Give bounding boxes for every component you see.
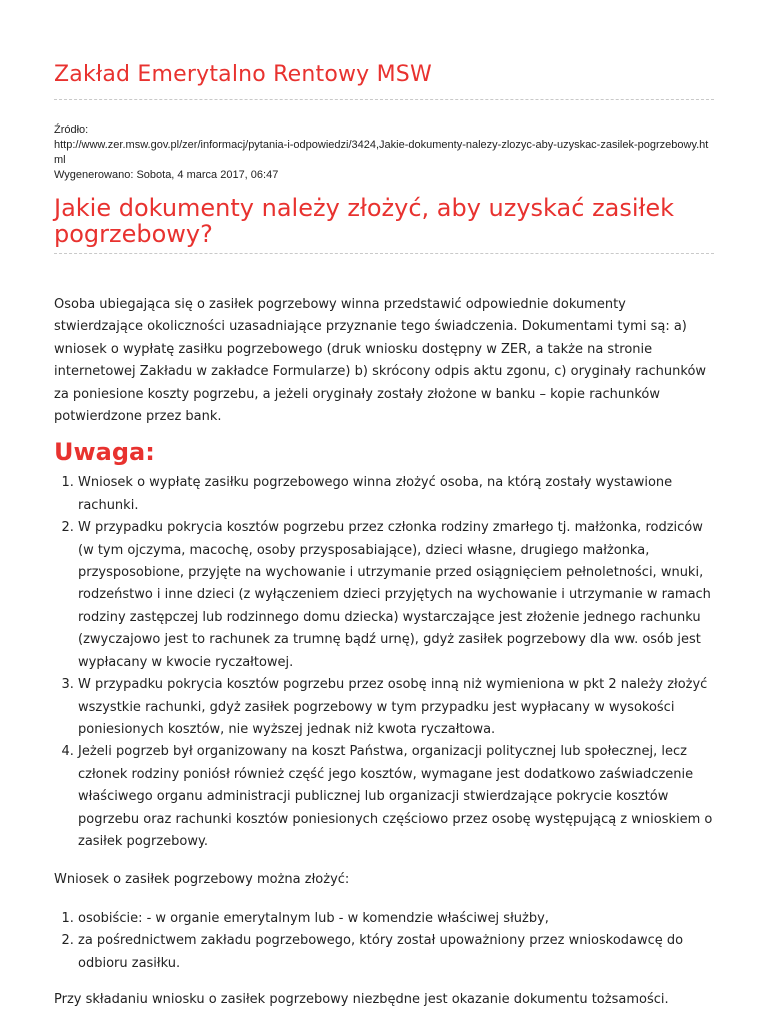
warning-item: 1. Wniosek o wypłatę zasiłku pogrzebowego winna złożyć osoba, na którą zostały wystawione rachunki. <box>78 472 714 517</box>
meta-block <box>54 123 714 183</box>
site-title: Zakład Emerytalno Rentowy MSW <box>54 0 714 100</box>
generated-date: Wygenerowano: Sobota, 4 marca 2017, 06:47 <box>54 169 279 181</box>
intro-paragraph: Osoba ubiegająca się o zasiłek pogrzebowy winna przedstawić odpowiednie dokumenty stwierdzające okoliczności uzasadniające przyznanie tego świadczenia. Dokumentami tymi są: a) wniosek o wypłatę zasiłku pogrzebowego (druk wniosku dostępny w ZER, a także na stronie internetowej Zakładu w zakładce Formularze) b) skrócony odpis aktu zgonu, c) oryginały rachunków za poniesione koszty pogrzebu, a jeżeli oryginały zostały złożone w banku – kopie rachunków potwierdzone przez bank. <box>54 297 707 425</box>
warning-item: 4. Jeżeli pogrzeb był organizowany na koszt Państwa, organizacji politycznej lub społecznej, lecz członek rodziny poniósł również część jego kosztów, wymagane jest dodatkowo zaświadczenie właściwego organu administracji publicznej lub organizacji stwierdzające pokrycie kosztów pogrzebu oraz rachunki kosztów poniesionych częściowo przez osobę występującą z wnioskiem o zasiłek pogrzebowy. <box>78 741 714 853</box>
warning-item: 3. W przypadku pokrycia kosztów pogrzebu przez osobę inną niż wymieniona w pkt 2 należy złożyć wszystkie rachunki, gdyż zasiłek pogrzebowy w tym przypadku jest wypłacany w wysokości poniesionych kosztów, nie wyższej jednak niż kwota ryczałtowa. <box>78 674 714 741</box>
source-url[interactable]: http://www.zer.msw.gov.pl/zer/informacj/pytania-i-odpowiedzi/3424,Jakie-dokumenty-nalezy-zlozyc-aby-uzyskac-zasilek-pogrzebowy.html <box>54 139 709 166</box>
where-item: 1. osobiście: - w organie emerytalnym lub - w komendzie właściwej służby, <box>78 908 714 930</box>
where-intro: Wniosek o zasiłek pogrzebowy można złożyć: <box>54 872 350 888</box>
where-list <box>54 908 714 975</box>
warning-item: 2. W przypadku pokrycia kosztów pogrzebu przez członka rodziny zmarłego tj. małżonka, rodziców (w tym ojczyma, macochę, osoby przysposabiające), dzieci własne, drugiego małżonka, przysposobione, przyjęte na wychowanie i utrzymanie przed osiągnięciem pełnoletności, wnuki, rodzeństwo i inne dzieci (z wyłączeniem dzieci przyjętych na wychowanie i utrzymanie w ramach rodziny zastępczej lub rodzinnego domu dziecka) wystarczające jest złożenie jednego rachunku (zwyczajowo jest to rachunek za trumnę bądź urnę), gdyż zasiłek pogrzebowy dla ww. osób jest wypłacany w kwocie ryczałtowej. <box>78 517 714 674</box>
article-title: Jakie dokumenty należy złożyć, aby uzyskać zasiłek pogrzebowy? <box>54 195 714 254</box>
closing-paragraph: Przy składaniu wniosku o zasiłek pogrzebowy niezbędne jest okazanie dokumentu tożsamości. <box>54 991 669 1007</box>
warning-heading: Uwaga: <box>54 438 155 467</box>
where-item: 2. za pośrednictwem zakładu pogrzebowego, który został upoważniony przez wnioskodawcę do odbioru zasiłku. <box>78 930 714 975</box>
source-label: Źródło: <box>54 124 89 136</box>
warning-list <box>54 472 714 853</box>
